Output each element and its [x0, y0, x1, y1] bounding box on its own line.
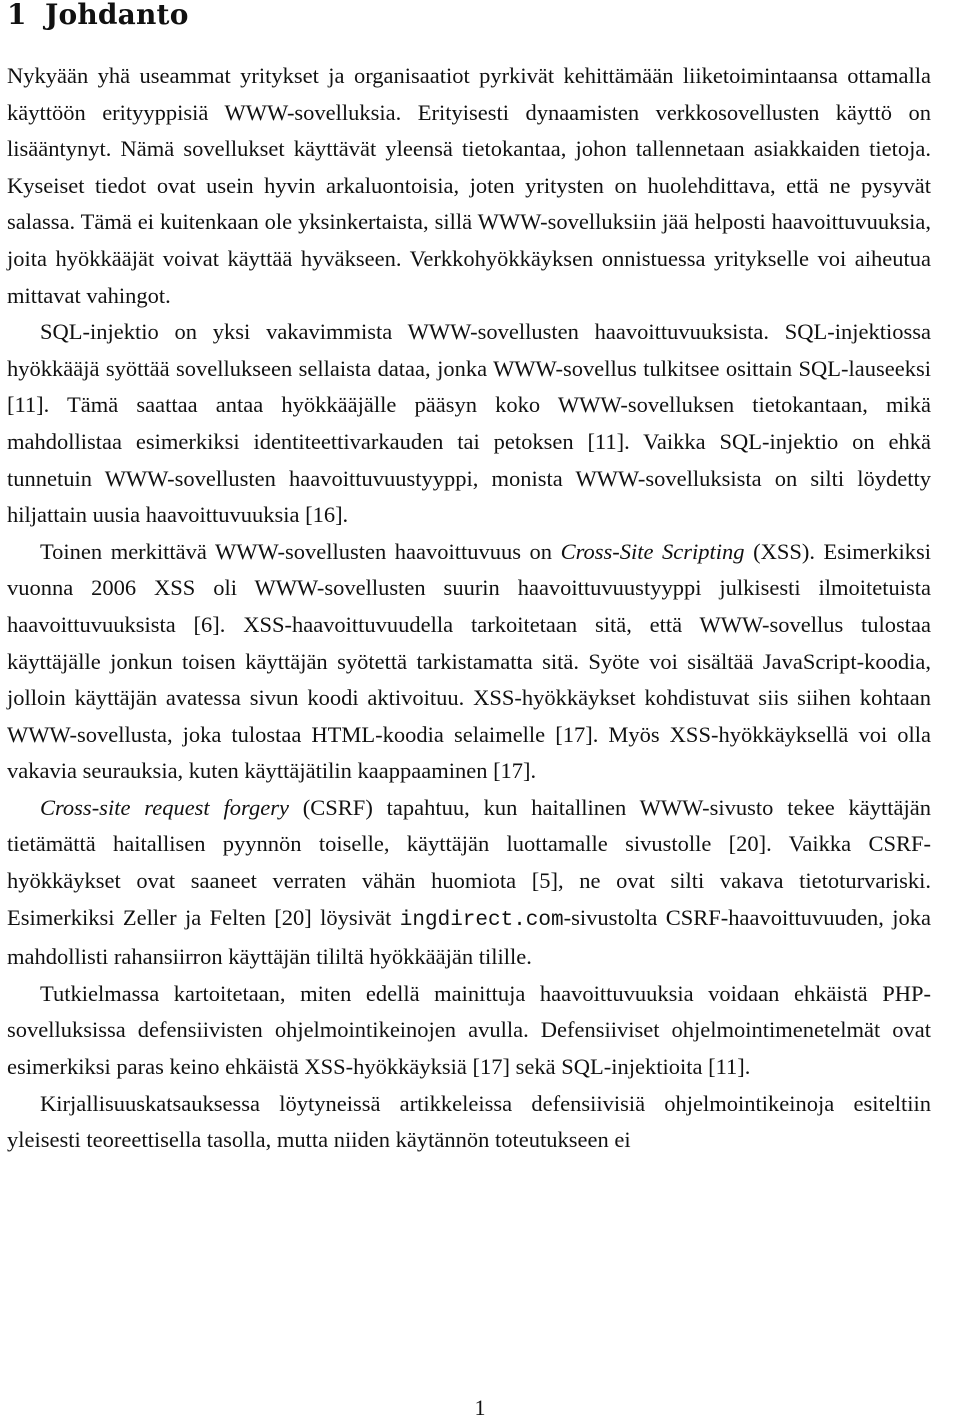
section-heading — [7, 0, 931, 34]
page-number: 1 — [474, 1395, 486, 1420]
document-page — [7, 0, 931, 1159]
paragraph-4-text-start: (CSRF) tapahtuu, kun haitallinen WWW-sivusto tekee käyttäjän tietämättä haitallisen pyynnön toiselle, käyttäjän luottamalle sivustolle [20]. Vaikka CSRF-hyökkäykset ovat saaneet verraten vähän huomiota [5], ne ovat silti vakava tietoturvariski. Esimerkiksi Zeller ja Felten [20] löysivät — [7, 794, 931, 930]
paragraph-1: Nykyään yhä useammat yritykset ja organisaatiot pyrkivät kehittämään liiketoimintaansa ottamalla käyttöön erityyppisiä WWW-sovelluksia. Erityisesti dynaamisten verkkosovellusten käyttö on lisääntynyt. Nämä sovellukset käyttävät yleensä tietokantaa, johon tallennetaan asiakkaiden tietoja. Kyseiset tiedot ovat usein hyvin arkaluontoisia, joten yritysten on huolehdittava, että ne pysyvät salassa. Tämä ei kuitenkaan ole yksinkertaista, sillä WWW-sovelluksiin jää helposti haavoittuvuuksia, joita hyökkääjät voivat käyttää hyväkseen. Verkkohyökkäyksen onnistuessa yritykselle voi aiheutua mittavat vahingot. — [7, 63, 931, 308]
paragraph-6: Kirjallisuuskatsauksessa löytyneissä artikkeleissa defensiivisiä ohjelmointikeinoja esiteltiin yleisesti teoreettisella tasolla, mutta niiden käytännön toteutukseen ei — [7, 1090, 931, 1153]
paragraph-3-text-start: Toinen merkittävä WWW-sovellusten haavoittuvuus on — [40, 538, 561, 564]
paragraph-5: Tutkielmassa kartoitetaan, miten edellä mainittuja haavoittuvuuksia voidaan ehkäistä PHP-sovelluksissa defensiivisten ohjelmointikeinojen avulla. Defensiiviset ohjelmointimenetelmät ovat esimerkiksi paras keino ehkäistä XSS-hyökkäyksiä [17] sekä SQL-injektioita [11]. — [7, 980, 931, 1080]
body-text — [7, 58, 931, 1159]
section-title: Johdanto — [45, 0, 189, 31]
csrf-term: Cross-site request forgery — [40, 794, 289, 820]
section-number: 1 — [7, 0, 27, 31]
xss-term: Cross-Site Scripting — [560, 538, 745, 564]
domain-code: ingdirect.com — [399, 908, 564, 932]
paragraph-3-text-end: (XSS). Esimerkiksi vuonna 2006 XSS oli WWW-sovellusten suurin haavoittuvuustyyppi julkisesti ilmoitetuista haavoittuvuuksista [6]. XSS-haavoittuvuudella tarkoitetaan sitä, että WWW-sovellus tulostaa käyttäjälle jonkun toisen käyttäjän syötettä tarkistamatta sitä. Syöte voi sisältää JavaScript-koodia, jolloin käyttäjän avatessa sivun koodi aktivoituu. XSS-hyökkäykset kohdistuvat siis siihen kohtaan WWW-sovellusta, joka tulostaa HTML-koodia selaimelle [17]. Myös XSS-hyökkäyksellä voi olla vakavia seurauksia, kuten käyttäjätilin kaappaaminen [17]. — [7, 538, 931, 784]
paragraph-2: SQL-injektio on yksi vakavimmista WWW-sovellusten haavoittuvuuksista. SQL-injektiossa hyökkääjä syöttää sovellukseen sellaista dataa, jonka WWW-sovellus tulkitsee osittain SQL-lauseeksi [11]. Tämä saattaa antaa hyökkääjälle pääsyn koko WWW-sovelluksen tietokantaan, mikä mahdollistaa esimerkiksi identiteettivarkauden tai petoksen [11]. Vaikka SQL-injektio on ehkä tunnetuin WWW-sovellusten haavoittuvuustyyppi, monista WWW-sovelluksista on silti löydetty hiljattain uusia haavoittuvuuksia [16]. — [7, 319, 931, 528]
paragraph-3 — [7, 534, 931, 790]
paragraph-4 — [7, 790, 931, 976]
paragraph-4-text-end: -sivustolta CSRF-haavoittuvuuden, joka mahdollisti rahansiirron käyttäjän tililtä hyökkääjän tilille. — [7, 904, 932, 970]
